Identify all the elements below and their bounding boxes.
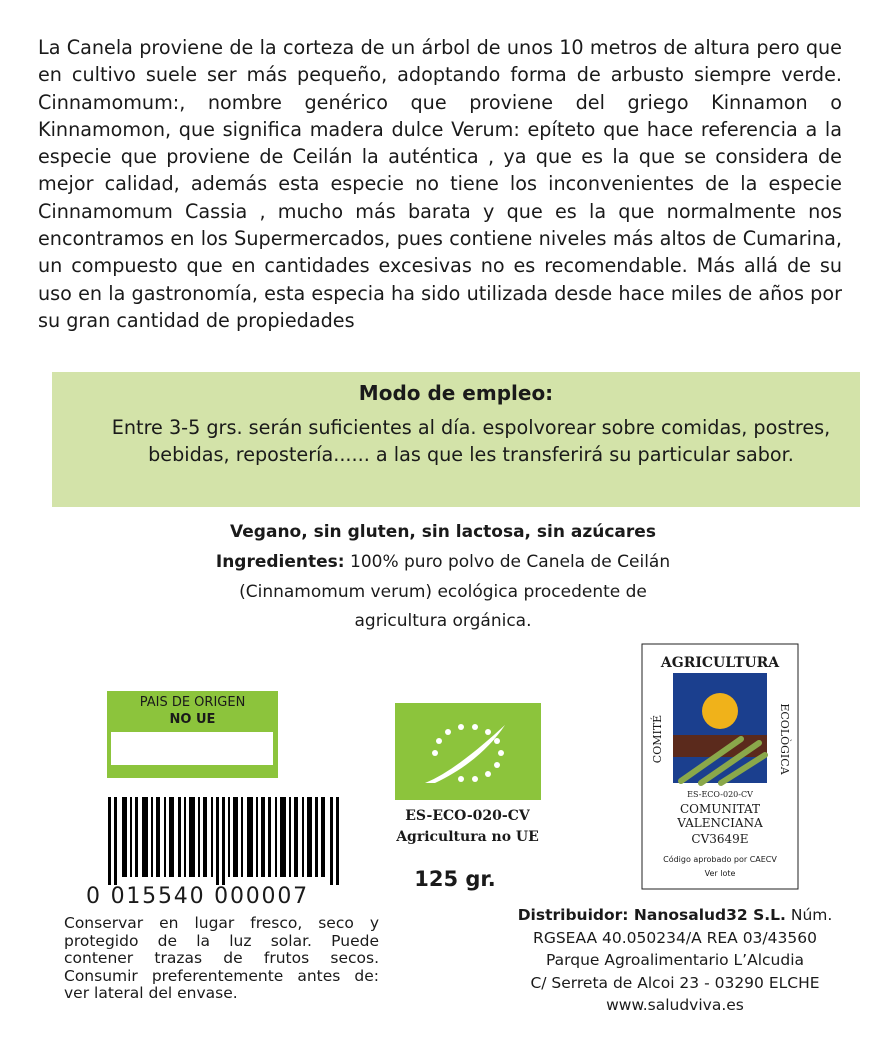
eu-organic-logo: [395, 703, 541, 800]
intro-paragraph: La Canela proviene de la corteza de un árbol de unos 10 metros de altura pero que en cultivo suele ser más pequeño, adoptando forma de arbusto siempre verde. Cinnamomum:, nombre genérico que proviene del griego Kinnamon o Kinnamomon, que significa madera dulce Verum: epíteto que hace referencia a la especie que proviene de Ceilán la auténtica , ya que es la que se considera de mejor calidad, además esta especie no tiene los inconvenientes de la especie Cinnamomum Cassia , mucho más barata y que es la que normalmente nos encontramos en los Supermercados, pues contiene niveles más altos de Cumarina, un compuesto que en cantidades excesivas no es recomendable. Más allá de su uso en la gastronomía, esta especia ha sido utilizada desde hace miles de años por su gran cantidad de propiedades: [38, 36, 842, 332]
storage-instructions: Conservar en lugar fresco, seco y protegido de la luz solar. Puede contener trazas de frutos secos. Consumir preferentemente antes de: ver lateral del envase.: [64, 914, 379, 1002]
seal-left-text: COMITÉ: [651, 714, 664, 764]
ingredients-line: [0, 548, 886, 576]
ingredients-line-2: (Cinnamomum verum) ecológica procedente de: [239, 582, 647, 602]
usage-panel: [52, 372, 860, 507]
net-weight: 125 gr.: [414, 867, 496, 891]
distributor-address-1: Parque Agroalimentario L’Alcudia: [545, 951, 805, 969]
dietary-info: [0, 518, 886, 546]
barcode-number: 0 015540 000007: [86, 884, 309, 909]
dietary-text: Vegano, sin gluten, sin lactosa, sin azúcares: [230, 522, 656, 542]
distributor-info: [500, 904, 850, 1017]
seal-sun: [702, 693, 738, 729]
ingredients-line-3: agricultura orgánica.: [354, 611, 532, 631]
seal-top-text: AGRICULTURA: [660, 655, 780, 671]
seal-right-text: ECOLÒGICA: [778, 703, 791, 775]
distributor-line: [500, 904, 850, 927]
seal-line-2: VALENCIANA: [677, 816, 763, 830]
ingredients-text: 100% puro polvo de Canela de Ceilán: [344, 552, 671, 572]
seal-note-1: Código aprobado por CAECV: [663, 855, 777, 864]
seal-code: ES-ECO-020-CV: [687, 790, 753, 799]
eco-agriculture: Agricultura no UE: [396, 829, 539, 845]
seal-reg: CV3649E: [691, 832, 749, 846]
distributor-address-2: C/ Serreta de Alcoi 23 - 03290 ELCHE: [530, 973, 820, 992]
distributor-name: Nanosalud32 S.L.: [628, 906, 786, 924]
usage-title: Modo de empleo:: [358, 381, 554, 405]
ingredients-label: Ingredientes:: [215, 552, 345, 572]
eco-certification: [380, 806, 555, 848]
origin-value: NO UE: [169, 712, 216, 727]
distributor-label: Distribuidor:: [517, 906, 629, 924]
origin-label: PAIS DE ORIGEN: [139, 695, 246, 710]
barcode: [108, 797, 340, 885]
distributor-web: www.saludviva.es: [606, 996, 744, 1014]
caecv-seal: [641, 643, 799, 890]
usage-text: Entre 3-5 grs. serán suficientes al día. espolvorear sobre comidas, postres, bebidas, repostería...... a las que les transferirá su particular sabor.: [111, 416, 831, 466]
seal-line-1: COMUNITAT: [679, 802, 761, 816]
origin-blank-field: [111, 732, 273, 765]
distributor-registry: RGSEAA 40.050234/A REA 03/43560: [533, 928, 817, 947]
seal-note-2: Ver lote: [704, 869, 736, 878]
eco-code: ES-ECO-020-CV: [405, 808, 530, 824]
origin-country-box: [107, 691, 278, 778]
distributor-num-label: Núm.: [785, 906, 833, 924]
